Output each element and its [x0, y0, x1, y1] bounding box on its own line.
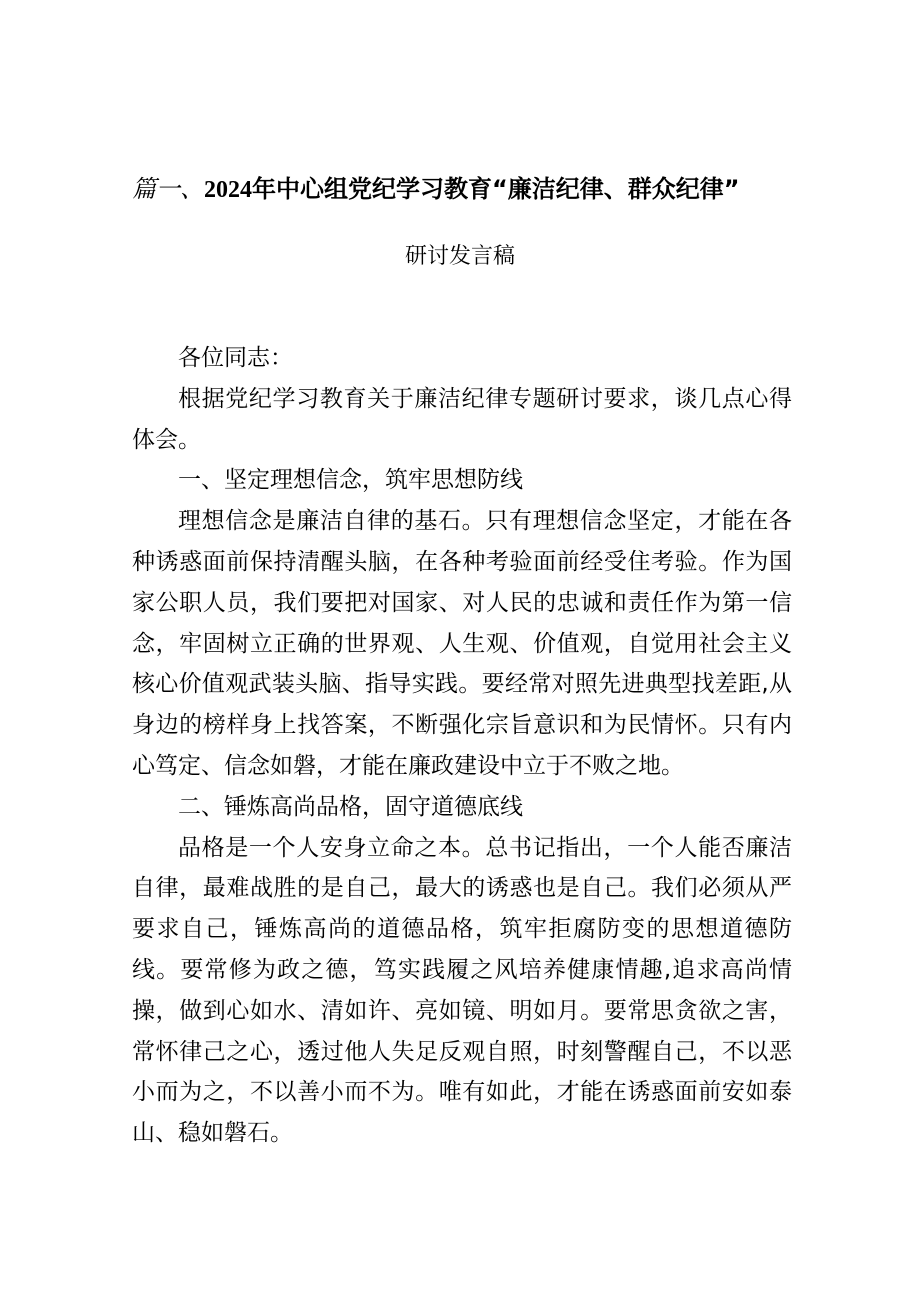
- section-1-paragraph: 理想信念是廉洁自律的基石。只有理想信念坚定，才能在各种诱惑面前保持清醒头脑，在各种考验面前经受住考验。作为国家公职人员，我们要把对国家、对人民的忠诚和责任作为第一信念，牢固树立正确的世界观、人生观、价值观，自觉用社会主义核心价值观武装头脑、指导实践。要经常对照先进典型找差距,从身边的榜样身上找答案，不断强化宗旨意识和为民情怀。只有内心笃定、信念如磐，才能在廉政建设中立于不败之地。: [132, 508, 792, 779]
- intro-paragraph: 根据党纪学习教育关于廉洁纪律专题研讨要求，谈几点心得体会。: [132, 385, 792, 453]
- section-2-paragraph: 品格是一个人安身立命之本。总书记指出，一个人能否廉洁自律，最难战胜的是自己，最大的诱惑也是自己。我们必须从严要求自己，锤炼高尚的道德品格，筑牢拒腐防变的思想道德防线。要常修为政之德，笃实践履之风培养健康情趣,追求高尚情操，做到心如水、清如许、亮如镜、明如月。要常思贪欲之害，常怀律己之心，透过他人失足反观自照，时刻警醒自己，不以恶小而为之，不以善小而不为。唯有如此，才能在诱惑面前安如泰山、稳如磐石。: [132, 834, 792, 1147]
- section-1-heading: 一、坚定理想信念，筑牢思想防线: [178, 467, 523, 494]
- section-2-heading: 二、锤炼高尚品格，固守道德底线: [178, 793, 523, 820]
- title-prefix: 篇一、: [132, 175, 204, 203]
- document-body: [132, 338, 792, 1154]
- title-year: 2024: [204, 177, 252, 203]
- document-title: [132, 168, 832, 210]
- salutation: 各位同志：: [178, 345, 293, 371]
- title-main: 年中心组党纪学习教育“廉洁纪律、群众纪律”: [252, 175, 740, 203]
- document-subtitle: 研讨发言稿: [404, 244, 515, 269]
